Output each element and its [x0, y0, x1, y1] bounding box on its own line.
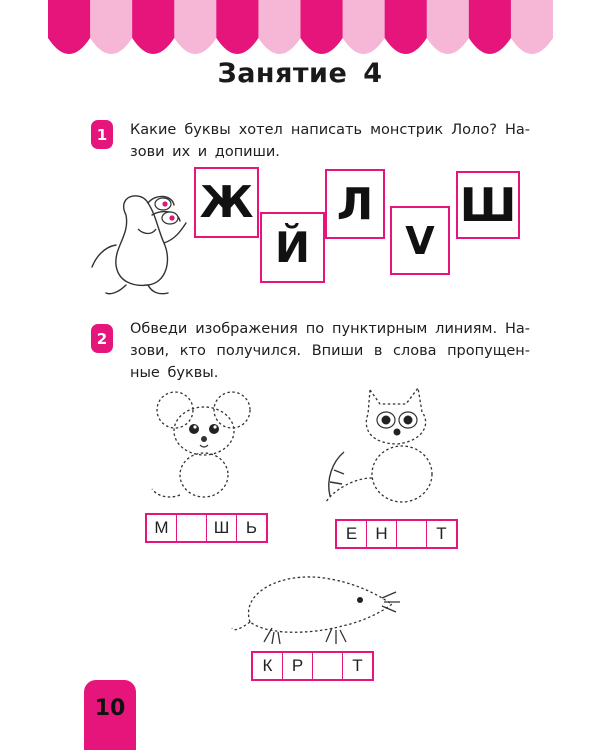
task-1-text: Какие буквы хотел написать монстрик Лоло? Назови их и допиши. [130, 122, 530, 160]
mole-icon [232, 562, 402, 648]
word-1-cell-1[interactable]: М [147, 515, 177, 541]
page-number: 10 [84, 680, 136, 750]
letter-box-3: Л [325, 169, 385, 239]
letter-box-2: Й [260, 212, 325, 283]
raccoon-icon [322, 382, 452, 512]
word-row-1 [145, 513, 268, 543]
page-title: Занятие 4 [217, 58, 383, 89]
letter-box-4: V [390, 206, 450, 275]
word-3-cell-1[interactable]: К [253, 653, 283, 679]
word-3-cell-3[interactable] [313, 653, 343, 679]
monster-lolo-icon [86, 185, 196, 305]
letter-box-5: Ш [456, 171, 520, 239]
task-2-text: Обведи изображения по пунктирным линиям. Назови, кто получился. Впиши в слова пропущенные буквы. [130, 321, 530, 381]
word-2-cell-1[interactable]: Е [337, 521, 367, 547]
word-2-cell-3[interactable] [397, 521, 427, 547]
task-1-number-badge: 1 [91, 120, 113, 149]
word-2-cell-2[interactable]: Н [367, 521, 397, 547]
task-2-number-badge: 2 [91, 324, 113, 353]
letter-box-1: Ж [194, 167, 259, 238]
word-3-cell-4[interactable]: Т [352, 656, 363, 675]
mouse-icon [150, 385, 260, 505]
word-1-cell-4[interactable]: Ь [245, 518, 258, 537]
word-2-cell-4[interactable]: Т [436, 524, 447, 543]
word-1-cell-2[interactable] [177, 515, 207, 541]
word-3-cell-2[interactable]: Р [283, 653, 313, 679]
word-row-2 [335, 519, 458, 549]
top-awning-decoration [48, 0, 553, 58]
word-row-3 [251, 651, 374, 681]
word-1-cell-3[interactable]: Ш [207, 515, 237, 541]
